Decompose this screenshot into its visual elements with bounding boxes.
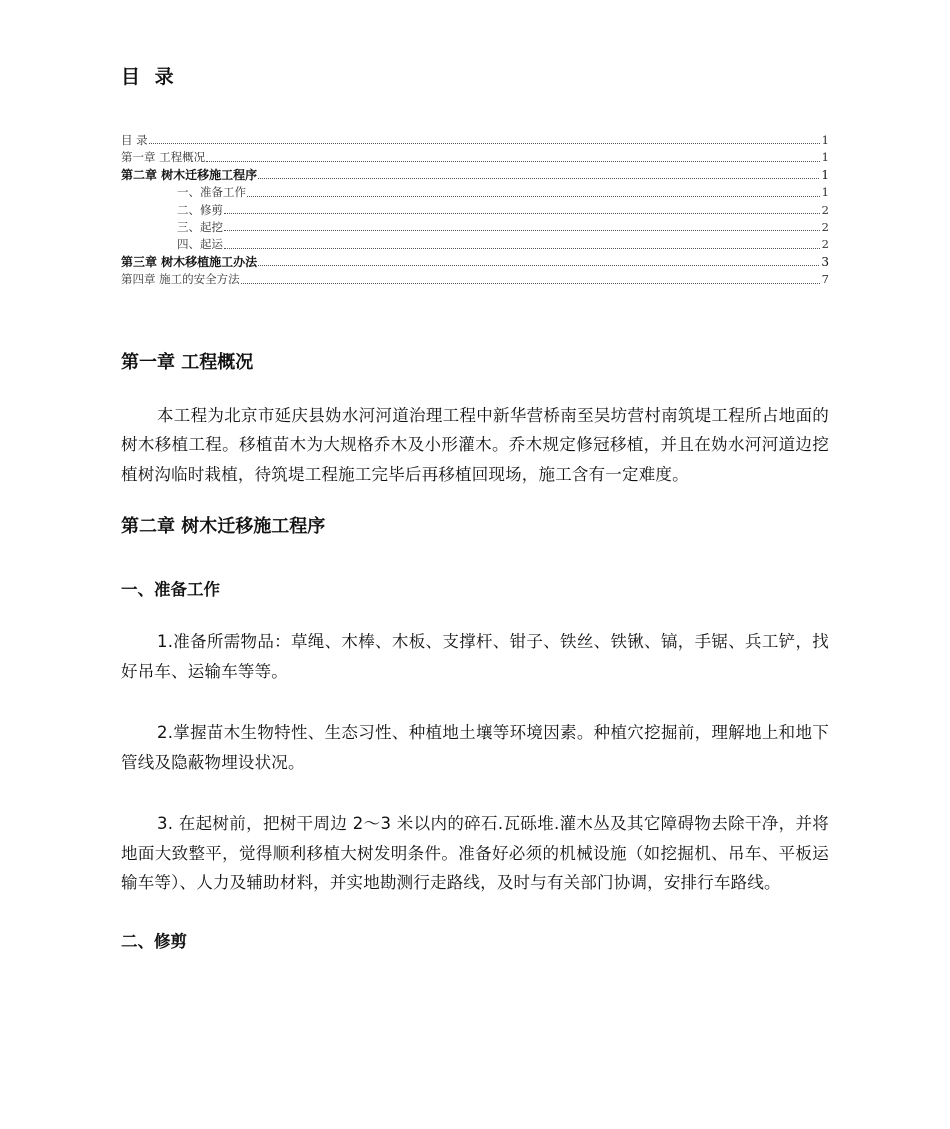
toc-entry[interactable] [121,132,829,149]
section-preparation-heading: 一、准备工作 [121,580,220,600]
chapter-1-heading: 第一章 工程概况 [121,351,254,373]
preparation-item-3: 3. 在起树前，把树干周边 2～3 米以内的碎石.瓦砾堆.灌木丛及其它障碍物去除干净，并将地面大致整平，觉得顺利移植大树发明条件。准备好必须的机械设施（如挖掘机、吊车、平板运输车等）、人力及辅助材料，并实地勘测行走路线，及时与有关部门协调，安排行车路线。 [121,814,829,893]
toc-leader-dots [224,212,820,214]
toc-entry-label: 第三章 树木移植施工办法 [121,254,258,269]
toc-leader-dots [241,282,820,284]
toc-entry-label: 四、起运 [177,237,223,252]
toc-entry-label: 一、准备工作 [177,185,246,200]
toc-entry[interactable] [121,149,829,166]
chapter-1-paragraph: 本工程为北京市延庆县妫水河河道治理工程中新华营桥南至吴坊营村南筑堤工程所占地面的树木移植工程。移植苗木为大规格乔木及小形灌木。乔木规定修冠移植，并且在妫水河河道边挖植树沟临时栽植，待筑堤工程施工完毕后再移植回现场，施工含有一定难度。 [121,405,829,484]
table-of-contents [121,132,829,289]
toc-title: 目 录 [121,66,178,88]
toc-leader-dots [224,229,820,231]
toc-entry-label: 目 录 [121,132,148,147]
toc-entry-page: 1 [821,185,829,200]
toc-entry-label: 第四章 施工的安全方法 [121,272,240,287]
toc-leader-dots [258,177,819,179]
toc-entry[interactable] [121,254,829,271]
toc-entry[interactable] [121,184,829,201]
toc-entry-page: 7 [821,272,829,287]
toc-entry-page: 2 [821,202,829,217]
toc-entry-page: 1 [821,132,829,147]
toc-leader-dots [258,264,819,266]
toc-entry-page: 2 [821,237,829,252]
toc-entry-page: 2 [821,219,829,234]
toc-entry-page: 1 [821,167,829,182]
toc-leader-dots [224,247,820,249]
toc-leader-dots [206,160,820,162]
toc-entry-page: 3 [821,254,829,269]
toc-entry[interactable] [121,271,829,288]
toc-entry-page: 1 [821,150,829,165]
preparation-item-1: 1.准备所需物品：草绳、木棒、木板、支撑杆、钳子、铁丝、铁锹、镐，手锯、兵工铲，找好吊车、运输车等等。 [121,632,829,681]
toc-entry[interactable] [121,219,829,236]
toc-entry[interactable] [121,236,829,253]
page-content [121,62,829,953]
toc-entry-label: 二、修剪 [177,202,223,217]
toc-leader-dots [149,142,820,144]
preparation-item-2: 2.掌握苗木生物特性、生态习性、种植地土壤等环境因素。种植穴挖掘前，理解地上和地下管线及隐蔽物埋设状况。 [121,723,829,772]
toc-entry-label: 三、起挖 [177,219,223,234]
toc-entry[interactable] [121,202,829,219]
chapter-2-heading: 第二章 树木迁移施工程序 [121,516,326,538]
section-pruning-heading: 二、修剪 [121,931,187,951]
toc-entry[interactable] [121,167,829,184]
toc-entry-label: 第二章 树木迁移施工程序 [121,167,258,182]
toc-entry-label: 第一章 工程概况 [121,150,206,165]
toc-leader-dots [247,195,820,197]
